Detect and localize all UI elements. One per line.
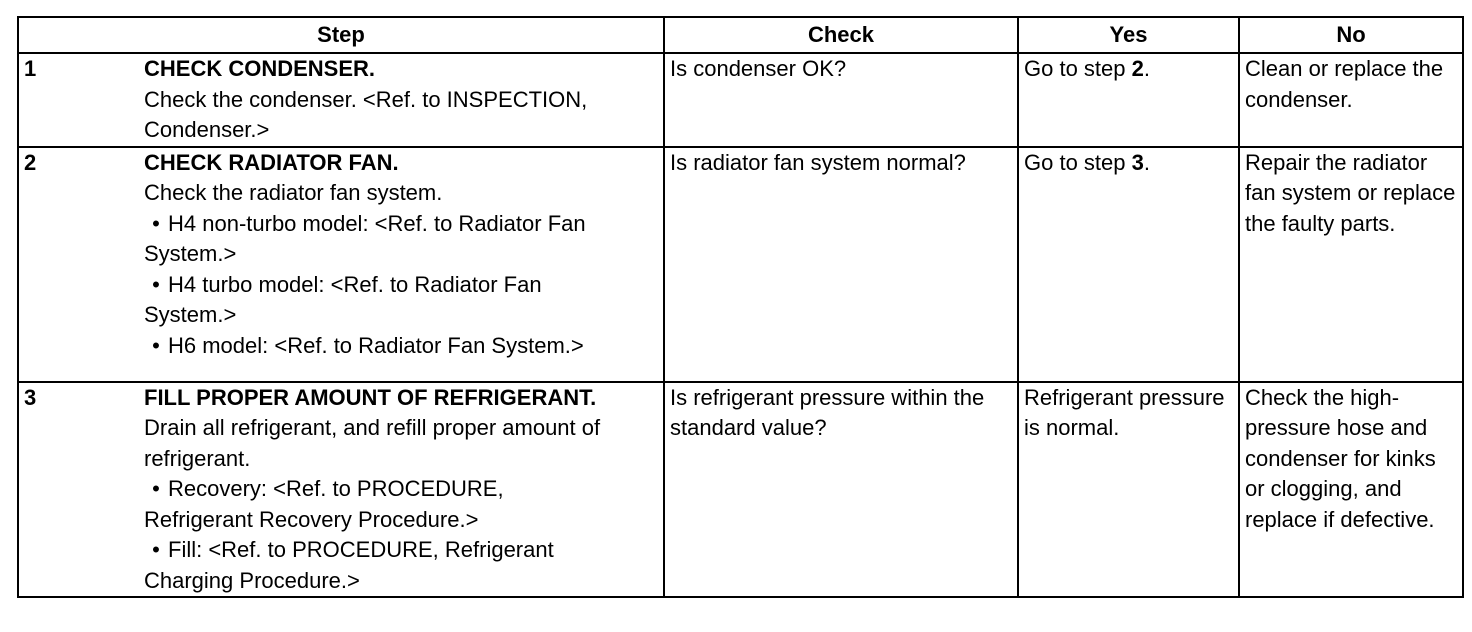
no-cell: Clean or replace the condenser. (1239, 53, 1463, 147)
step-text: Drain all refrigerant, and refill proper amount of (144, 415, 601, 440)
step-title: CHECK RADIATOR FAN. (144, 149, 399, 175)
check-cell: Is condenser OK? (664, 53, 1018, 147)
yes-cell: Refrigerant pressure is normal. (1018, 382, 1239, 598)
yes-step-number: 3 (1131, 149, 1144, 175)
step-text: Condenser.> (144, 117, 270, 142)
no-cell: Repair the radiator fan system or replace the faulty parts. (1239, 147, 1463, 382)
step-text: refrigerant. (144, 445, 251, 471)
bullet-item: • H4 turbo model: <Ref. to Radiator Fan (144, 270, 658, 301)
yes-cell (1018, 147, 1239, 382)
step-cell (18, 147, 664, 382)
yes-prefix: Go to step (1024, 149, 1132, 175)
header-no: No (1239, 17, 1463, 53)
yes-suffix: . (1143, 149, 1150, 175)
step-text: Check the radiator fan system. (144, 180, 443, 205)
no-cell: Check the high-pressure hose and condenser for kinks or clogging, and replace if defective. (1239, 382, 1463, 598)
table-row (18, 147, 1463, 382)
step-title: FILL PROPER AMOUNT OF REFRIGERANT. (144, 384, 597, 410)
bullet-item: • Fill: <Ref. to PROCEDURE, Refrigerant (144, 535, 658, 566)
table-row (18, 53, 1463, 147)
header-check: Check (664, 17, 1018, 53)
bullet-item: • H4 non-turbo model: <Ref. to Radiator Fan (144, 209, 658, 240)
check-cell: Is refrigerant pressure within the standard value? (664, 382, 1018, 598)
yes-suffix: . (1143, 56, 1150, 81)
header-row (18, 17, 1463, 53)
header-step: Step (18, 17, 664, 53)
step-title: CHECK CONDENSER. (144, 56, 376, 81)
diagnostic-table (17, 16, 1464, 598)
yes-cell (1018, 53, 1239, 147)
table-row (18, 382, 1463, 598)
check-cell: Is radiator fan system normal? (664, 147, 1018, 382)
step-number: 1 (24, 56, 37, 81)
step-cell (18, 53, 664, 147)
bullet-item: • H6 model: <Ref. to Radiator Fan System.> (144, 331, 658, 362)
step-number: 2 (24, 149, 37, 175)
bullet-item: • Recovery: <Ref. to PROCEDURE, (144, 474, 658, 505)
header-yes: Yes (1018, 17, 1239, 53)
bullet-continuation: System.> (144, 241, 237, 266)
step-cell (18, 382, 664, 598)
bullet-continuation: Charging Procedure.> (144, 567, 360, 593)
step-text: Check the condenser. <Ref. to INSPECTION, (144, 86, 588, 112)
bullet-continuation: Refrigerant Recovery Procedure.> (144, 506, 479, 532)
bullet-continuation: System.> (144, 302, 237, 327)
yes-prefix: Go to step (1024, 56, 1132, 81)
yes-step-number: 2 (1131, 56, 1144, 81)
step-number: 3 (24, 384, 37, 410)
